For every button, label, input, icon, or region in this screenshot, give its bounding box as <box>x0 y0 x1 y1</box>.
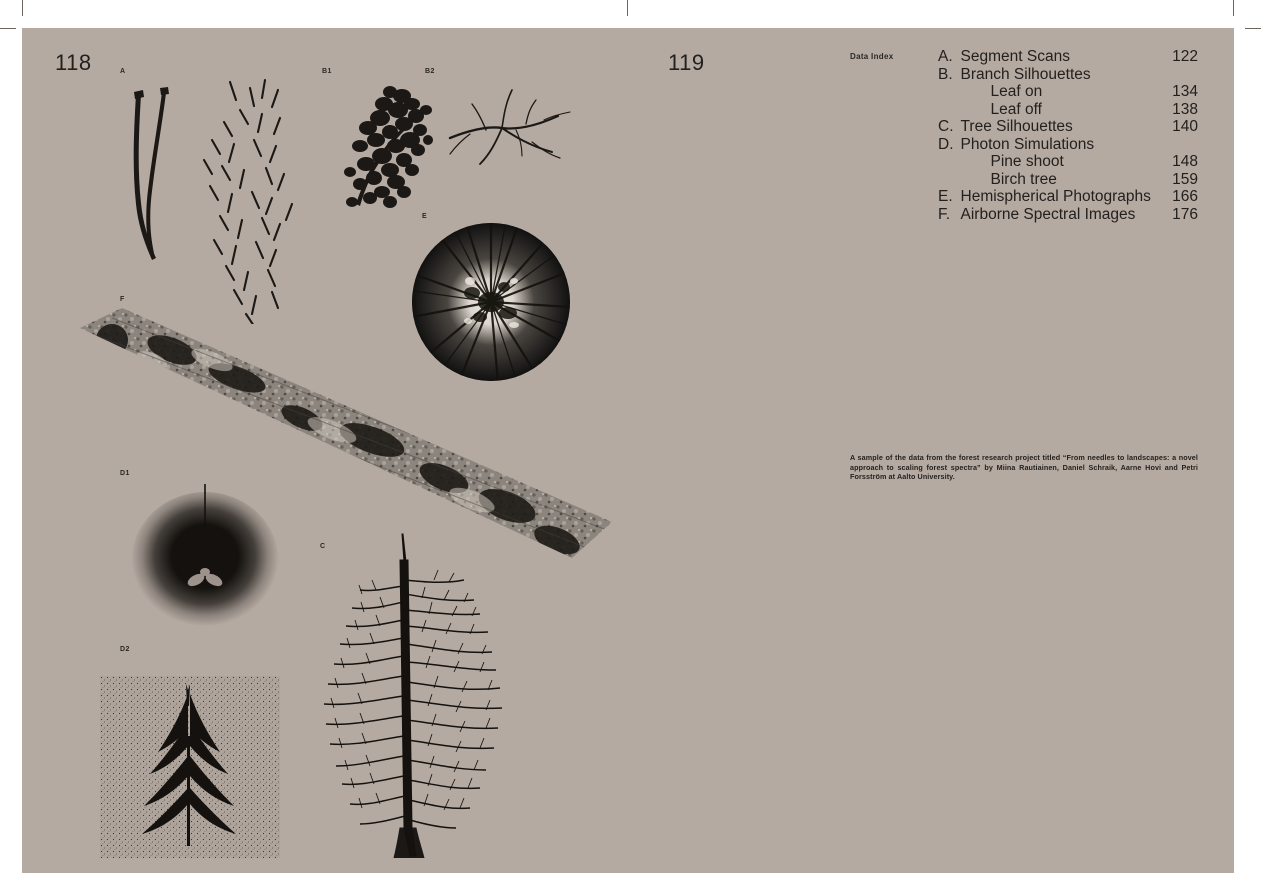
index-page: 176 <box>1172 205 1198 223</box>
index-letter: C. <box>938 118 954 135</box>
crop-mark-top-left-vertical <box>22 0 23 16</box>
table-row <box>938 188 1198 206</box>
project-caption: A sample of the data from the forest research project titled “From needles to landscapes: a novel approach to scaling forest spectra” by Miina Rautiainen, Daniel Schraik, Aarne Hovi and Petri Forsström at Aalto University. <box>850 453 1198 482</box>
figure-label-f: F <box>120 296 125 303</box>
index-letter: A. <box>938 48 953 65</box>
table-row <box>938 83 1198 101</box>
figure-label-c: C <box>320 543 326 550</box>
index-letter <box>938 83 961 101</box>
index-letter <box>938 171 961 189</box>
book-spread <box>22 28 1234 873</box>
table-row <box>938 101 1198 119</box>
figure-b2-branch-leaf-off <box>440 86 580 176</box>
index-page <box>1168 136 1198 154</box>
index-letter <box>938 153 961 171</box>
index-letter: B. <box>938 65 953 83</box>
page-number-left: 118 <box>55 50 92 75</box>
index-title: Pine shoot <box>990 153 1064 170</box>
index-letter: F. <box>938 205 951 223</box>
table-row <box>938 153 1198 171</box>
page-number-right: 119 <box>668 50 705 75</box>
index-page: 140 <box>1172 118 1198 135</box>
crop-mark-top-center <box>627 0 628 16</box>
index-title: Hemispherical Photographs <box>960 188 1151 205</box>
figure-label-a: A <box>120 68 126 75</box>
crop-mark-top-right-vertical <box>1233 0 1234 16</box>
index-page: 166 <box>1172 188 1198 205</box>
figure-label-b1: B1 <box>322 68 332 75</box>
index-title: Airborne Spectral Images <box>960 205 1136 223</box>
index-page <box>1168 66 1198 84</box>
figure-label-e: E <box>422 213 428 220</box>
index-title: Tree Silhouettes <box>960 118 1073 135</box>
figure-label-b2: B2 <box>425 68 435 75</box>
index-title: Photon Simulations <box>960 135 1095 153</box>
figure-label-d1: D1 <box>120 470 130 477</box>
figure-a-segment-scans <box>100 74 310 324</box>
table-row <box>938 206 1198 224</box>
figure-c-tree-silhouette <box>304 528 584 858</box>
index-title: Birch tree <box>990 170 1057 188</box>
index-page: 159 <box>1172 170 1198 188</box>
data-index-heading: Data Index <box>850 52 894 61</box>
figure-label-d2: D2 <box>120 646 130 653</box>
index-page: 134 <box>1172 83 1198 100</box>
index-page: 138 <box>1172 100 1198 118</box>
figure-d1-photon-simulation-pine-shoot <box>110 476 300 656</box>
index-letter <box>938 101 961 119</box>
index-letter: E. <box>938 188 953 205</box>
figure-d2-photon-simulation-birch-tree <box>100 676 280 858</box>
table-row <box>938 118 1198 136</box>
figure-b1-branch-leaf-on <box>316 76 456 216</box>
index-title: Leaf on <box>990 83 1043 100</box>
table-row <box>938 66 1198 84</box>
index-title: Leaf off <box>990 100 1042 118</box>
index-page: 122 <box>1172 48 1198 65</box>
index-letter: D. <box>938 135 954 153</box>
table-row <box>938 171 1198 189</box>
index-title: Branch Silhouettes <box>960 65 1091 83</box>
data-index-table <box>938 48 1198 223</box>
crop-mark-top-right-horizontal <box>1245 28 1261 29</box>
index-title: Segment Scans <box>960 48 1070 65</box>
crop-mark-top-left-horizontal <box>0 28 16 29</box>
table-row <box>938 136 1198 154</box>
table-row <box>938 48 1198 66</box>
index-page: 148 <box>1172 153 1198 170</box>
